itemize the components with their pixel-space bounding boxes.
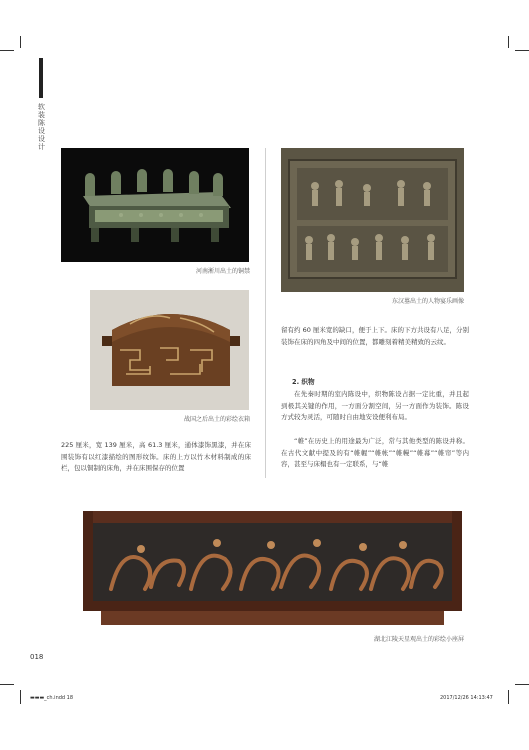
- footer-file-info: ▬▬▬_ch.indd 18: [30, 695, 74, 701]
- body-paragraph: 留有约 60 厘米宽的缺口，便于上下。床的下方共设有八足，分别装饰在床的四角及中间的位置，都雕刻着精美精致的云纹。: [281, 326, 469, 346]
- crop-mark: [0, 50, 14, 51]
- page-number: 018: [30, 653, 44, 661]
- crop-mark: [515, 50, 529, 51]
- section-heading: 2. 织物: [292, 378, 315, 386]
- footer-timestamp: 2017/12/26 14:13:47: [440, 695, 493, 701]
- section-title: 软装陈设设计: [38, 103, 45, 151]
- crop-mark: [508, 690, 509, 704]
- bronze-altar-caption: 河南淅川出土的铜禁: [195, 268, 250, 275]
- relief-photo: [281, 148, 464, 292]
- crop-mark: [20, 36, 21, 48]
- column-divider: [265, 148, 266, 478]
- body-paragraph: “帷”在历史上的用途最为广泛，常与其他类型的陈设并称。在古代文献中提及的有“帷幄”“帷帐”“帷幔”“帷幕”“帷帘”等内容，甚至与床榻也有一定联系，与“帷: [281, 437, 469, 468]
- crop-mark: [0, 684, 14, 685]
- crop-mark: [508, 36, 509, 48]
- section-marker-bar: [39, 58, 43, 98]
- crop-mark: [515, 684, 529, 685]
- body-paragraph: 225 厘米，宽 139 厘米，高 61.3 厘米，通体漆饰黑漆，并在床围装饰有以红漆描绘的图形纹饰。床的上方以竹木材料制成的床栏，包以铜制的床角，并在床围保存的位置: [61, 441, 251, 472]
- lacquer-chest-caption: 战国之后出土的彩绘衣箱: [183, 416, 250, 423]
- carved-screen-caption: 湖北江陵天星观出土的彩绘小座屏: [373, 636, 464, 643]
- carved-screen-photo: [81, 509, 464, 631]
- bronze-altar-photo: [61, 148, 249, 262]
- relief-caption: 东汉墓出土的人物宴乐画像: [391, 298, 464, 305]
- crop-mark: [20, 690, 21, 704]
- lacquer-chest-photo: [90, 290, 249, 410]
- body-paragraph: 在先秦时期的室内陈设中，织物陈设占据一定比重，并且起到极其关键的作用，一方面分割空间，另一方面作为装饰。陈设方式较为灵活，可随时自由地安设便利布局。: [281, 390, 469, 421]
